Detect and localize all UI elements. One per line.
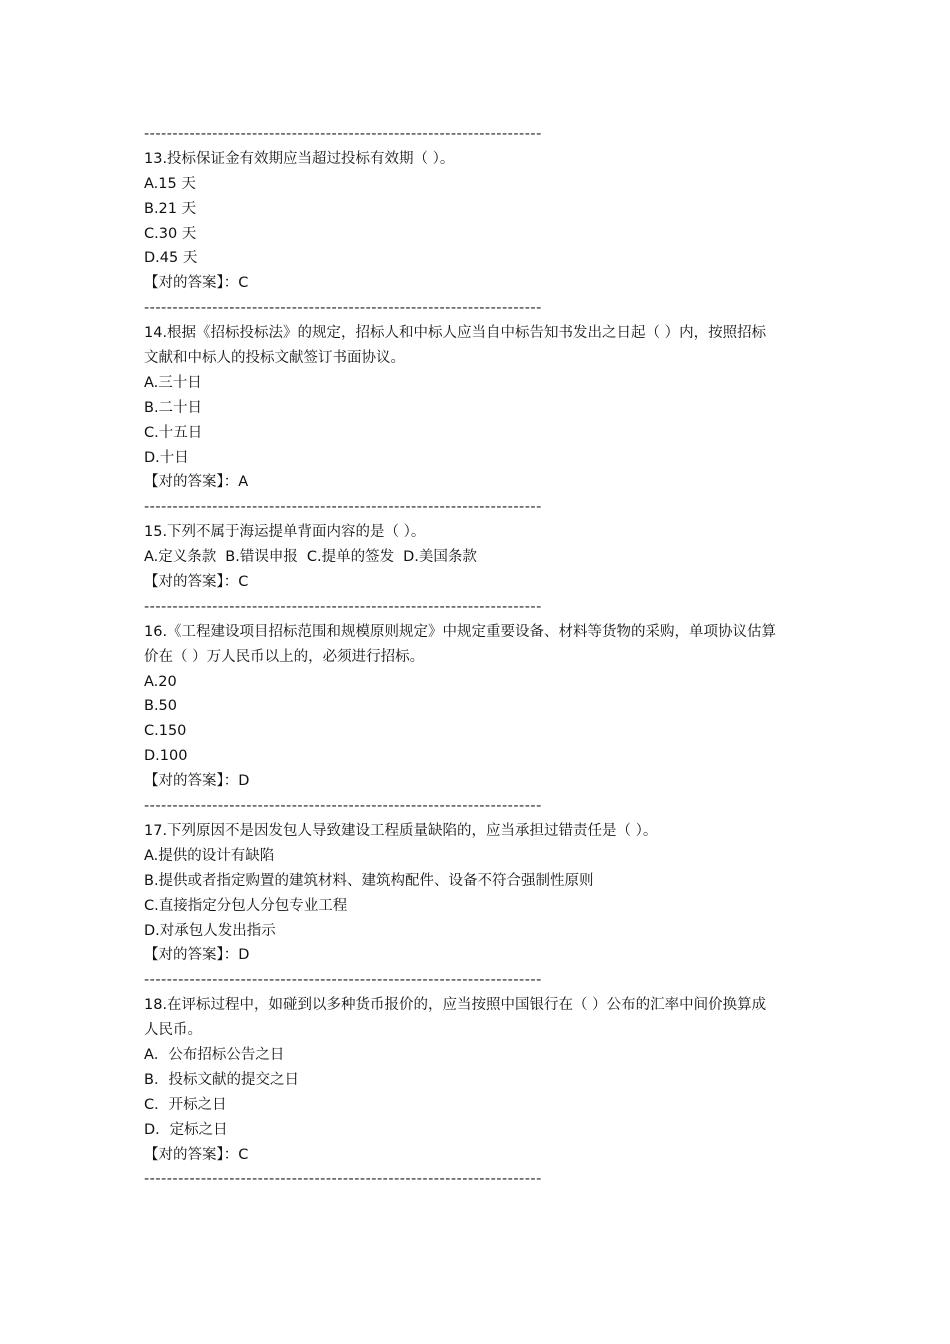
option-c: C．开标之日 bbox=[144, 1096, 227, 1113]
question-stem: 15.下列不属于海运提单背面内容的是（ ）。 bbox=[144, 524, 426, 541]
option-c: C.直接指定分包人分包专业工程 bbox=[144, 897, 348, 914]
option-c: C.150 bbox=[144, 723, 187, 740]
separator-line: ---------------------------------------------------------------------- bbox=[144, 972, 542, 989]
option-a: A.提供的设计有缺陷 bbox=[144, 847, 275, 864]
answer-line: 【对的答案】：D bbox=[144, 773, 250, 790]
separator-line: ---------------------------------------------------------------------- bbox=[144, 300, 542, 317]
option-b: B.提供或者指定购置的建筑材料、建筑构配件、设备不符合强制性原则 bbox=[144, 872, 594, 889]
option-b: B.错误申报 bbox=[225, 549, 298, 566]
answer-line: 【对的答案】：D bbox=[144, 947, 250, 964]
question-14 bbox=[144, 321, 814, 495]
option-c: C.十五日 bbox=[144, 424, 203, 441]
question-stem-line-2: 价在（ ）万人民币以上的，必须进行招标。 bbox=[144, 648, 425, 665]
option-a: A.15 天 bbox=[144, 175, 196, 192]
separator-line: ---------------------------------------------------------------------- bbox=[144, 1171, 542, 1188]
option-a: A.定义条款 bbox=[144, 549, 217, 566]
option-c: C.30 天 bbox=[144, 225, 197, 242]
option-d: D.45 天 bbox=[144, 250, 198, 267]
option-a: A．公布招标公告之日 bbox=[144, 1046, 285, 1063]
option-d: D.100 bbox=[144, 748, 188, 765]
option-d: D.对承包人发出指示 bbox=[144, 922, 276, 939]
question-stem-line-2: 人民币。 bbox=[144, 1022, 202, 1039]
question-16 bbox=[144, 620, 814, 794]
option-b: B.50 bbox=[144, 698, 178, 715]
option-b: B.21 天 bbox=[144, 200, 197, 217]
question-stem: 13.投标保证金有效期应当超过投标有效期（ ）。 bbox=[144, 150, 455, 167]
answer-line: 【对的答案】：C bbox=[144, 574, 249, 591]
option-d: D.十日 bbox=[144, 449, 189, 466]
question-17 bbox=[144, 819, 814, 968]
option-b: B.二十日 bbox=[144, 399, 203, 416]
answer-line: 【对的答案】：A bbox=[144, 474, 249, 491]
question-18 bbox=[144, 993, 814, 1167]
separator-line: ---------------------------------------------------------------------- bbox=[144, 499, 542, 516]
separator-line: ---------------------------------------------------------------------- bbox=[144, 598, 542, 615]
document-page bbox=[144, 122, 814, 1192]
separator-line: ---------------------------------------------------------------------- bbox=[144, 798, 542, 815]
question-15 bbox=[144, 520, 814, 595]
question-stem-line-2: 文献和中标人的投标文献签订书面协议。 bbox=[144, 350, 405, 367]
options-row bbox=[144, 545, 814, 570]
question-stem: 17.下列原因不是因发包人导致建设工程质量缺陷的，应当承担过错责任是（ ）。 bbox=[144, 822, 658, 839]
option-a: A.三十日 bbox=[144, 374, 202, 391]
question-stem-line-1: 18.在评标过程中，如碰到以多种货币报价的，应当按照中国银行在（ ）公布的汇率中间价换算成 bbox=[144, 997, 767, 1014]
option-d: D．定标之日 bbox=[144, 1121, 228, 1138]
answer-line: 【对的答案】：C bbox=[144, 1146, 249, 1163]
question-13 bbox=[144, 147, 814, 296]
option-d: D.美国条款 bbox=[403, 549, 477, 566]
question-stem-line-1: 16.《工程建设项目招标范围和规模原则规定》中规定重要设备、材料等货物的采购，单项协议估算 bbox=[144, 623, 777, 640]
option-b: B．投标文献的提交之日 bbox=[144, 1071, 299, 1088]
option-a: A.20 bbox=[144, 673, 177, 690]
separator-line: ---------------------------------------------------------------------- bbox=[144, 126, 542, 142]
question-stem-line-1: 14.根据《招标投标法》的规定，招标人和中标人应当自中标告知书发出之日起（ ）内，按照招标 bbox=[144, 325, 767, 342]
answer-line: 【对的答案】：C bbox=[144, 275, 249, 292]
option-c: C.提单的签发 bbox=[306, 549, 395, 566]
